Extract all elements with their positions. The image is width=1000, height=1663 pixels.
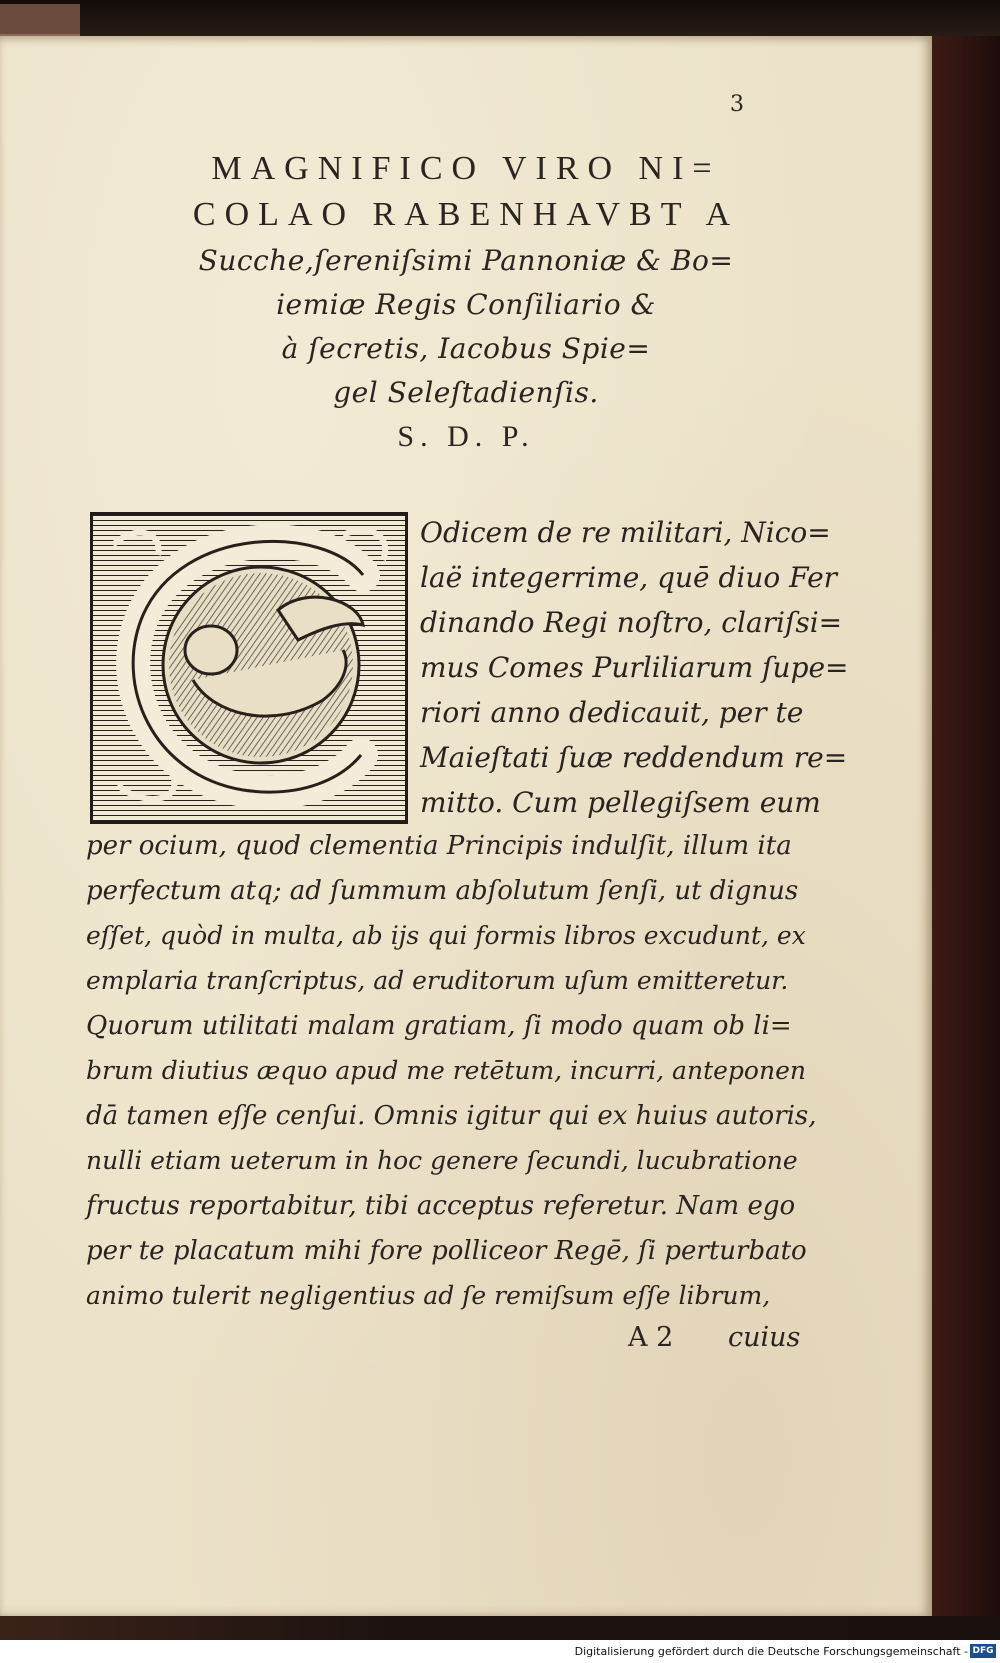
binding-fragment <box>0 4 80 36</box>
dfg-logo: DFG <box>970 1644 996 1658</box>
heading-italic-line-3: à ſecretis, Iacobus Spie= <box>281 332 651 365</box>
body-line: per ocium, quod clementia Principis indulſit, illum ita <box>86 831 792 861</box>
body-line: mus Comes Purliliarum ſupe= <box>420 651 849 684</box>
body-line: nulli etiam ueterum in hoc genere ſecundi, lucubratione <box>86 1146 798 1175</box>
heading-italic-line-4: gel Seleſtadienſis. <box>333 376 599 409</box>
catchword: cuius <box>728 1322 801 1353</box>
top-shadow-edge <box>0 0 1000 38</box>
heading-italic-line-2: iemiæ Regis Conſiliario & <box>276 288 656 321</box>
body-line: eſſet, quòd in multa, ab ijs qui formis libros excudunt, ex <box>86 921 806 950</box>
signature-mark: A 2 <box>628 1322 674 1353</box>
body-line: per te placatum mihi fore polliceor Regē, ſi perturbato <box>86 1236 807 1266</box>
heading-caps-line-1: MAGNIFICO VIRO NI= <box>211 150 721 187</box>
body-line: fructus reportabitur, tibi acceptus referetur. Nam ego <box>86 1191 796 1221</box>
body-line: laë integerrime, quē diuo Fer <box>420 561 838 594</box>
body-line: brum diutius æquo apud me retētum, incurri, anteponen <box>86 1056 806 1085</box>
body-line: Quorum utilitati malam gratiam, ſi modo quam ob li= <box>86 1011 792 1041</box>
body-line: dā tamen eſſe cenſui. Omnis igitur qui ex huius autoris, <box>86 1101 817 1131</box>
body-line: riori anno dedicauit, per te <box>420 696 804 729</box>
salutation: S. D. P. <box>397 420 535 453</box>
funding-credit: Digitalisierung gefördert durch die Deutsche Forschungsgemeinschaft - <box>574 1645 968 1658</box>
body-line: Maieſtati ſuæ reddendum re= <box>420 741 848 774</box>
body-line: Odicem de re militari, Nico= <box>420 516 831 549</box>
body-line: dinando Regi noſtro, clariſsi= <box>420 606 843 639</box>
body-line: animo tulerit negligentius ad ſe remiſsum eſſe librum, <box>86 1281 771 1310</box>
folio-number: 3 <box>730 92 744 117</box>
body-line: perfectum atq; ad ſummum abſolutum ſenſi, ut dignus <box>86 876 799 906</box>
body-line: emplaria tranſcriptus, ad eruditorum uſum emitteretur. <box>86 966 789 995</box>
heading-italic-line-1: Sucche,ſereniſsimi Pannoniæ & Bo= <box>198 244 734 277</box>
book-cover-edge <box>932 36 1000 1616</box>
woodcut-initial <box>90 512 408 824</box>
body-line: mitto. Cum pellegiſsem eum <box>420 786 821 819</box>
woodcut-initial-art <box>93 515 405 821</box>
heading-caps-line-2: COLAO RABENHAVBT A <box>192 196 740 233</box>
